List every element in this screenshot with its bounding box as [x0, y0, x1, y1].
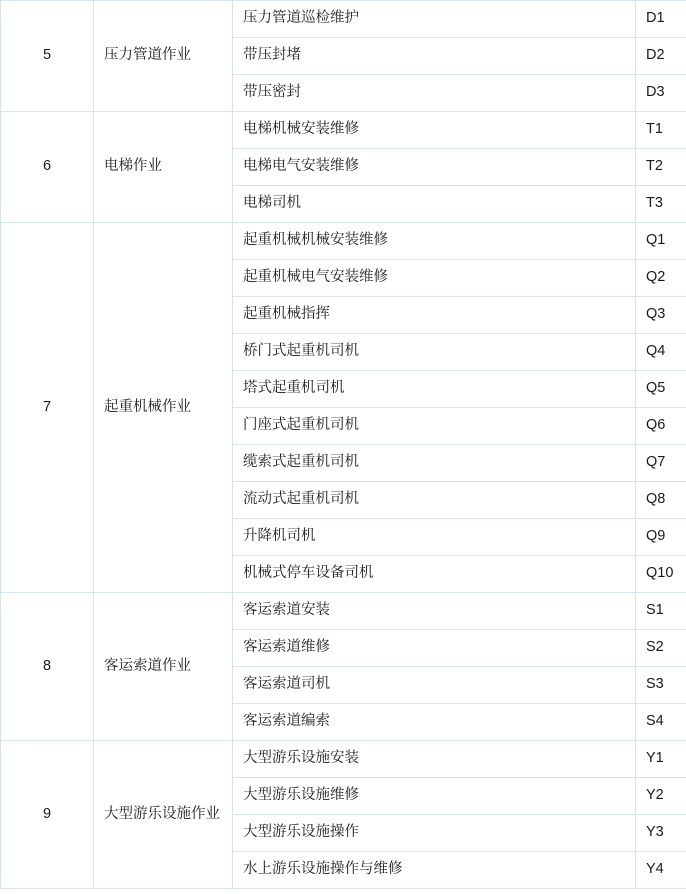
item-cell: 电梯机械安装维修 [233, 112, 636, 149]
code-cell: Q9 [636, 519, 686, 556]
category-label: 大型游乐设施作业 [104, 805, 220, 822]
code-cell: S2 [636, 630, 686, 667]
code-cell: S1 [636, 593, 686, 630]
item-cell: 电梯电气安装维修 [233, 149, 636, 186]
code-cell: S3 [636, 667, 686, 704]
item-cell: 起重机械指挥 [233, 297, 636, 334]
code-cell: Y1 [636, 741, 686, 778]
item-cell: 客运索道司机 [233, 667, 636, 704]
code-cell: Q3 [636, 297, 686, 334]
code-cell: Q7 [636, 445, 686, 482]
item-cell: 客运索道编索 [233, 704, 636, 741]
code-cell: Q2 [636, 260, 686, 297]
code-cell: Q4 [636, 334, 686, 371]
item-cell: 大型游乐设施维修 [233, 778, 636, 815]
item-cell: 起重机械电气安装维修 [233, 260, 636, 297]
item-cell: 带压封堵 [233, 38, 636, 75]
code-cell: Q8 [636, 482, 686, 519]
item-cell: 流动式起重机司机 [233, 482, 636, 519]
code-cell: Y3 [636, 815, 686, 852]
table-row [1, 223, 686, 260]
code-cell: D2 [636, 38, 686, 75]
item-cell: 起重机械机械安装维修 [233, 223, 636, 260]
code-cell: D1 [636, 1, 686, 38]
code-cell: Q5 [636, 371, 686, 408]
code-cell: Y4 [636, 852, 686, 889]
category-label: 电梯作业 [104, 158, 162, 175]
item-cell: 压力管道巡检维护 [233, 1, 636, 38]
row-index-cell: 9 [1, 741, 94, 889]
code-cell: T1 [636, 112, 686, 149]
item-cell: 客运索道安装 [233, 593, 636, 630]
category-cell [94, 593, 233, 741]
item-cell: 塔式起重机司机 [233, 371, 636, 408]
category-label: 压力管道作业 [104, 47, 191, 64]
code-cell: Q6 [636, 408, 686, 445]
row-index-cell: 6 [1, 112, 94, 223]
item-cell: 大型游乐设施安装 [233, 741, 636, 778]
code-cell: S4 [636, 704, 686, 741]
item-cell: 水上游乐设施操作与维修 [233, 852, 636, 889]
row-index-cell: 5 [1, 1, 94, 112]
code-cell: T3 [636, 186, 686, 223]
code-cell: Y2 [636, 778, 686, 815]
category-cell [94, 112, 233, 223]
item-cell: 缆索式起重机司机 [233, 445, 636, 482]
category-label: 客运索道作业 [104, 657, 191, 674]
item-cell: 带压密封 [233, 75, 636, 112]
item-cell: 桥门式起重机司机 [233, 334, 636, 371]
code-cell: Q1 [636, 223, 686, 260]
category-label: 起重机械作业 [104, 398, 191, 415]
item-cell: 电梯司机 [233, 186, 636, 223]
row-index-cell: 8 [1, 593, 94, 741]
item-cell: 客运索道维修 [233, 630, 636, 667]
code-cell: T2 [636, 149, 686, 186]
category-cell [94, 223, 233, 593]
table-row [1, 1, 686, 38]
row-index-cell: 7 [1, 223, 94, 593]
item-cell: 门座式起重机司机 [233, 408, 636, 445]
code-cell: Q10 [636, 556, 686, 593]
item-cell: 大型游乐设施操作 [233, 815, 636, 852]
table-row [1, 741, 686, 778]
item-cell: 升降机司机 [233, 519, 636, 556]
table-row [1, 593, 686, 630]
code-cell: D3 [636, 75, 686, 112]
category-cell [94, 741, 233, 889]
item-cell: 机械式停车设备司机 [233, 556, 636, 593]
category-cell [94, 1, 233, 112]
table-row [1, 112, 686, 149]
